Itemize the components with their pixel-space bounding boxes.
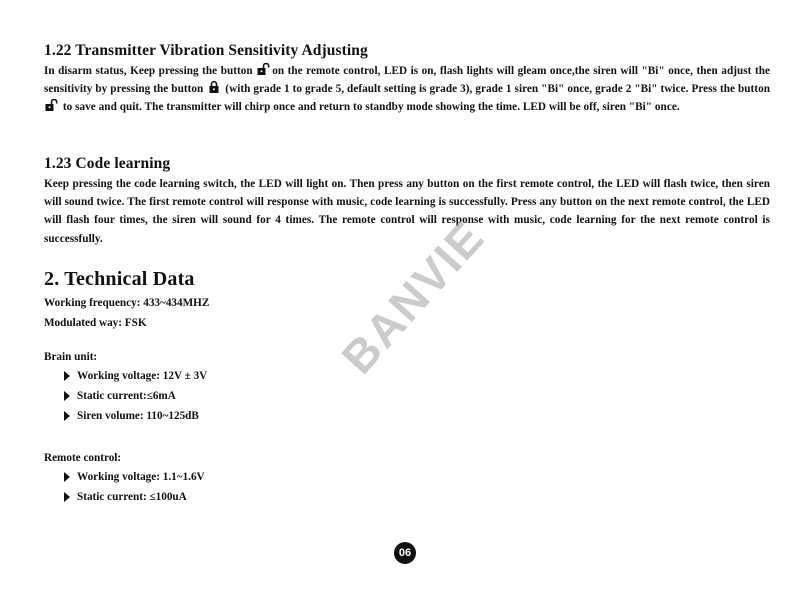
code-learning-paragraph: Keep pressing the code learning switch, the LED will light on. Then press any button on the first remote control, the LED will flash twice, then siren will sound twice. The first remote control will response with music, code learning is successfully. Press any button on the next remote control, the LED will flash four times, the siren will sound for 4 times. The remote control will response with music, code learning for the next remote control is successfully. (44, 178, 770, 245)
modulated-way: Modulated way: FSK (44, 317, 147, 329)
section-title-sensitivity: 1.22 Transmitter Vibration Sensitivity Adjusting (44, 42, 368, 59)
working-frequency: Working frequency: 433~434MHZ (44, 297, 210, 309)
list-item: Static current:≤6mA (64, 386, 770, 406)
brain-unit-label: Brain unit: (44, 351, 98, 363)
sensitivity-paragraph (44, 62, 770, 117)
bullet-arrow-icon (64, 492, 70, 502)
page-number-badge: 06 (394, 542, 416, 564)
lock-icon (207, 81, 221, 93)
list-item: Working voltage: 12V ± 3V (64, 366, 770, 386)
remote-control-list (44, 467, 770, 507)
unlock-icon (257, 63, 271, 75)
remote-control-label: Remote control: (44, 452, 122, 464)
list-item: Siren volume: 110~125dB (64, 406, 770, 426)
section-title-code-learning: 1.23 Code learning (44, 155, 171, 172)
sensitivity-text-2: on the remote control, LED is on, flash lights will gleam once,the siren will "Bi" once, then adjust the sensitivity by pressing the button (44, 65, 771, 96)
sensitivity-text-3: (with grade 1 to grade 5, default setting is grade 3), grade 1 siren "Bi" once, grade 2 "Bi" twice. Press the button (222, 83, 770, 96)
bullet-arrow-icon (64, 472, 70, 482)
sensitivity-text-4: to save and quit. The transmitter will chirp once and return to standby mode showing the time. LED will be off, siren "Bi" once. (60, 101, 680, 114)
section-title-technical: 2. Technical Data (44, 268, 195, 290)
list-item: Static current: ≤100uA (64, 487, 770, 507)
brain-unit-list (44, 366, 770, 426)
bullet-arrow-icon (64, 371, 70, 381)
watermark: BANVIE (331, 210, 495, 384)
bullet-arrow-icon (64, 391, 70, 401)
sensitivity-text-1: In disarm status, Keep pressing the button (44, 65, 257, 77)
section-sensitivity (44, 42, 770, 117)
bullet-arrow-icon (64, 411, 70, 421)
section-code-learning (44, 155, 770, 248)
unlock-icon (45, 99, 59, 111)
list-item: Working voltage: 1.1~1.6V (64, 467, 770, 487)
